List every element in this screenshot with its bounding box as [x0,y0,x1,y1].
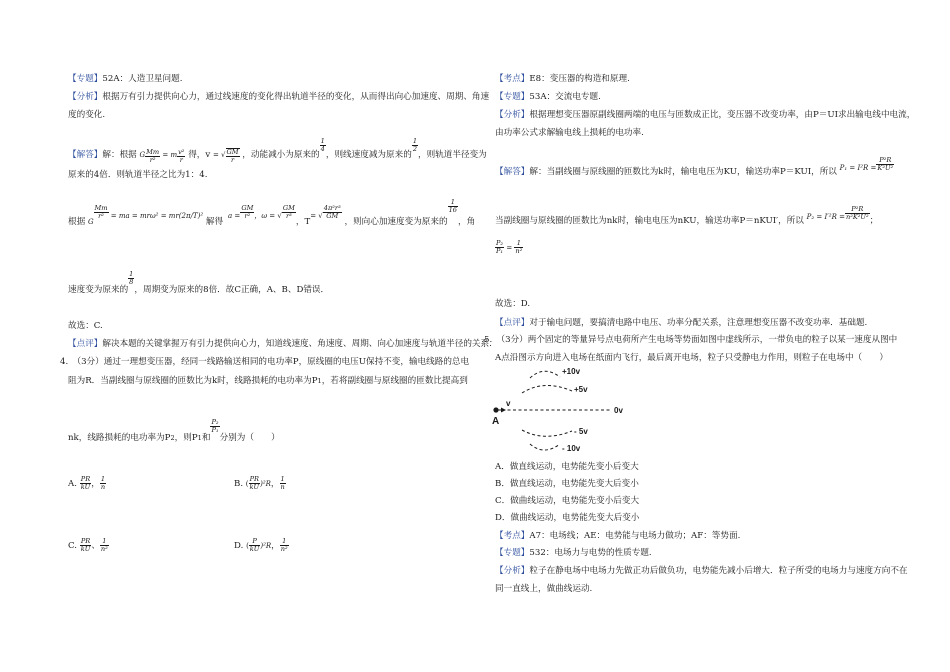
solution-right-2: 当副线圈与原线圈的匝数比为nk时，输电电压为nKU，输送功率P＝nKUI′，所以 $^{P_2 = I'^2R =}$ $\frac{\text{P²R}}{\text{n²K²U²}}$ ； [495,205,879,226]
section-tag: 【专题】 [495,92,530,102]
comment-right: 【点评】对于输电问题，要搞清电路中电压、功率分配关系，注意理想变压器不改变功率．基础题. [495,318,868,328]
comment-line: 【点评】解决本题的关键掌握万有引力提供向心力，知道线速度、角速度、周期、向心加速度与轨道半径的关系. [68,339,492,349]
section-tag: 【考点】 [495,74,530,84]
section-tag: 【分析】 [495,110,530,120]
equipotential-diagram [492,364,652,458]
section-tag: 【分析】 [495,566,530,576]
q5-option-c[interactable]: C．做曲线运动，电势能先变小后变大 [495,496,640,506]
q5-option-a[interactable]: A．做直线运动，电势能先变小后变大 [495,462,639,472]
label-plus10: +10v [562,367,581,376]
section-tag: 【专题】 [68,74,103,84]
topic-line: 【专题】52A：人造卫星问题. [68,74,183,84]
exam-point-line: 【考点】E8：变压器的构造和原理. [495,74,630,84]
q5-analysis-1: 【分析】粒子在静电场中电场力先做正功后做负功，电势能先减小后增大．粒子所受的电场力与速度方向不在 [495,566,908,576]
analysis-right-2: 由功率公式求解输电线上损耗的电功率. [495,128,644,138]
q5-option-b[interactable]: B．做直线运动，电势能先变大后变小 [495,479,639,489]
option-d[interactable]: D. ( $\frac{P}{kU}$ )²R， $\frac{1}{\text{n²}}$ [234,537,288,553]
section-tag: 【点评】 [495,318,530,328]
analysis-line-2: 度的变化. [68,110,106,120]
q5-option-d[interactable]: D．做曲线运动，电势能先变大后变小 [495,513,640,523]
q5-topic: 【专题】532：电场力与电势的性质专题. [495,548,652,558]
analysis-right-1: 【分析】根据理想变压器原副线圈两端的电压与匝数成正比，变压器不改变功率，由P＝UI求出输电线中电流， [495,110,916,120]
solution-line-3: 根据 G $\frac{Mm}{\text{r²}}$ $^{= ma = mr\omega^2 = mr(2\pi/T)^2}$ 解得 $^{a =}$ $\frac{GM}{\text{r²}}$ $^{,\omega = √}$ $\frac{GM}{\text{r³}}$ ，T= √ $\frac{\text{4π²r³}}{GM}$ ，则向心加速度变为原来的 $\frac{1}{16}$ ，角 [68,198,476,227]
question-4-line-3: nk，线路损耗的电功率为P2，则P1和 $\frac{\text{P₂}}{\text{P₁}}$ 分别为（ ） [68,418,280,443]
answer-line: 故选：C. [68,321,103,331]
label-zero: 0v [614,406,623,415]
label-plus5: +5v [574,385,588,394]
answer-right: 故选：D. [495,299,531,309]
analysis-line-1: 【分析】根据万有引力提供向心力，通过线速度的变化得出轨道半径的变化，从而得出向心加速度、周期、角速 [68,92,490,102]
option-c[interactable]: C. $\frac{PR}{kU}$ 、 $\frac{1}{\text{n²}}$ [68,537,108,553]
label-point-a: A [492,416,500,427]
solution-line-4: 速度变为原来的 $\frac{1}{8}$ ，周期变为原来的8倍．故C正确，A、B、D错误． [68,270,330,295]
question-4-line-1: 4. （3分）通过一理想变压器，经同一线路输送相同的电功率P，原线圈的电压U保持不变，输电线路的总电 [60,357,470,367]
question-5-line-1: 5. （3分）两个固定的等量异号点电荷所产生电场等势面如图中虚线所示，一带负电的粒子以某一速度从图中 [484,335,898,345]
question-5-line-2: A点沿图示方向进入电场在纸面内飞行，最后离开电场，粒子只受静电力作用，则粒子在电场中（ ） [495,353,888,363]
section-tag: 【专题】 [495,548,530,558]
section-tag: 【解答】 [495,166,530,177]
solution-line-1: 【解答】解：根据 G $\frac{Mm}{\text{r²}}$ = m $\frac{\text{v²}}{r}$ 得，v = √ $\frac{GM}{r}$ ，动能减小为原来的 $\frac{1}{4}$ ，则线速度减为原来的 $\frac{1}{2}$ ，则轨道半径变为 [68,137,487,164]
section-tag: 【点评】 [68,339,103,349]
q5-exam-point: 【考点】A7：电场线；AE：电势能与电场力做功；AF：等势面. [495,531,741,541]
solution-right-1: 【解答】解：当副线圈与原线圈的匝数比为k时，输电电压为KU，输送功率P＝KUI，所以 $^{P_1 = I^2R =}$ $\frac{\text{P²R}}{\text{K²U²}}$ [495,156,894,177]
label-velocity: v [506,399,511,408]
label-minus5: - 5v [574,427,588,436]
label-minus10: - 10v [562,444,581,453]
section-tag: 【分析】 [68,92,103,102]
question-4-line-2: 阻为R．当副线圈与原线圈的匝数比为k时，线路损耗的电功率为P1，若将副线圈与原线圈的匝数比提高到 [68,376,468,386]
topic-line-right: 【专题】53A：交流电专题. [495,92,601,102]
solution-line-2: 原来的4倍．则轨道半径之比为1：4. [68,170,208,180]
ratio-formula: $\frac{\text{P₂}}{\text{P₁}}$ = $\frac{1}{\text{n²}}$ [496,239,523,255]
q5-analysis-2: 同一直线上，做曲线运动. [495,584,593,594]
section-tag: 【考点】 [495,531,530,541]
section-tag: 【解答】 [68,149,103,160]
option-a[interactable]: A. $\frac{PR}{kU}$ ， $\frac{1}{n}$ [68,475,106,491]
option-b[interactable]: B. ( $\frac{PR}{kU}$ )²R， $\frac{1}{n}$ [234,475,285,491]
